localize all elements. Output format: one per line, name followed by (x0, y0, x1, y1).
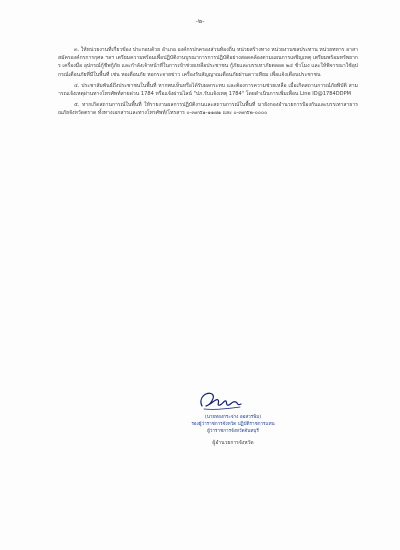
signature-block (168, 414, 298, 435)
signatory-name: (นายทองกระจ่าง ออสวรพิม) (204, 415, 262, 420)
handwritten-signature (196, 388, 244, 414)
signatory-position-line1: รองผู้ว่าราชการจังหวัด ปฏิบัติราชการแทน (191, 422, 275, 427)
page-number: -๒- (195, 17, 205, 25)
signatory-role: ผู้อำนวยการจังหวัด (212, 440, 254, 446)
signatory-position-line2: ผู้ว่าราชการจังหวัดจันทบุรี (207, 429, 259, 434)
paragraph-5: ๕. หากเกิดสถานการณ์ในพื้นที่ ให้รายงานผลการปฏิบัติงานและสถานการณ์ในพื้นที่ มายังกองอำนวยการป้องกันและบรรเทาสาธารณภัยจังหวัดตราด ทั้งทางเอกสารและทางโทรศัพท์/โทรสาร ๐-๓๙๕๑-๑๑๗๑ และ ๐-๓๙๕๒-๐๐๐๐ (58, 102, 358, 117)
paragraph-3: ๓. ให้หน่วยงานที่เกี่ยวข้อง ประกอบด้วย อำเภอ องค์กรปกครองส่วนท้องถิ่น หน่วยสร้างทาง หน่วยงานชลประทาน หน่วยทหาร อาสาสมัครองค์กรการกุศล ฯลฯ เตรียมความพร้อมเพื่อปฏิบัติงานบูรณาการการปฏิบัติอย่างสอดคล้องตามแผนการเผชิญเหตุ เตรียมพร้อมทรัพยากร เครื่องมือ อุปกรณ์กู้ชีพกู้ภัย และกำลังเจ้าหน้าที่ในการเข้าช่วยเหลือประชาชน กู้ภัยและบรรเทาภัยตลอด ๒๔ ชั่วโมง และให้พิจารณาใช้อุปกรณ์เตือนภัยที่มีในพื้นที่ เช่น หอเตือนภัย หอกระจายข่าว เครื่องรับสัญญาณเตือนภัยผ่านดาวเทียม เพื่อแจ้งเตือนประชาชน (58, 47, 358, 78)
document-body (58, 46, 358, 121)
paragraph-4: ๔. ประชาสัมพันธ์ถึงประชาชนในพื้นที่ หากพบเห็นหรือได้รับผลกระทบ และต้องการความช่วยเหลือ เมื่อเกิดสถานการณ์ภัยพิบัติ สามารถแจ้งเหตุผ่านทางโทรศัพท์สายด่วน 1784 หรือแจ้งผ่านไลน์ "ปภ.รับแจ้งเหตุ 1784" โดยดำเนินการเพิ่มเพื่อน Line ID@1784DDPM (58, 82, 358, 98)
